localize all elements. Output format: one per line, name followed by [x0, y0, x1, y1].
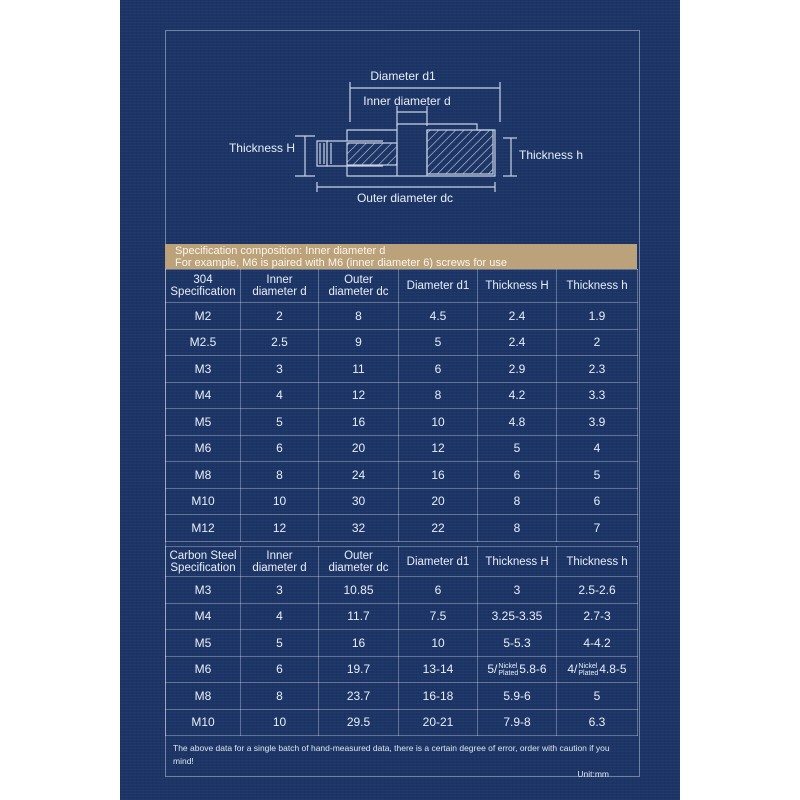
table-cell: 20-21 — [399, 709, 478, 736]
table-row — [166, 630, 638, 657]
table-cell: 20 — [399, 488, 478, 515]
table-cell: M8 — [166, 683, 241, 710]
cell-prefix: 4/ — [567, 661, 578, 676]
cell-prefix: 5/ — [487, 661, 498, 676]
label-inner-diameter: Inner diameter d — [363, 94, 451, 108]
table-cell: 16-18 — [399, 683, 478, 710]
label-outer-diameter: Outer diameter dc — [356, 191, 454, 205]
table-cell: 22 — [399, 515, 478, 542]
table-cell: M6 — [166, 435, 241, 462]
table-carbon-header — [166, 547, 638, 577]
table-cell: M6 — [166, 656, 241, 683]
nut-cross-section — [165, 30, 638, 245]
table-row — [166, 515, 638, 542]
table-cell: 5.9-6 — [478, 683, 557, 710]
table-cell: 4 — [557, 435, 638, 462]
table-cell: 2.3 — [557, 356, 638, 383]
table-304-header-text: diameter d — [252, 286, 307, 298]
table-304-header-text: Specification — [170, 286, 236, 298]
table-carbon-header-cell — [399, 547, 478, 577]
banner-line-1: Specification composition: Inner diameter d — [175, 245, 386, 257]
table-304-header-text: Inner — [266, 274, 293, 286]
table-cell: 5-5.3 — [478, 630, 557, 657]
table-304-header-cell — [241, 270, 319, 303]
label-thickness-H: Thickness H — [228, 141, 295, 155]
table-row — [166, 462, 638, 489]
table-cell: 24 — [319, 462, 399, 489]
table-cell: 2.4 — [478, 303, 557, 330]
table-row — [166, 409, 638, 436]
table-cell: 32 — [319, 515, 399, 542]
table-row — [166, 603, 638, 630]
table-cell: 2.5 — [241, 329, 319, 356]
table-cell: M2 — [166, 303, 241, 330]
banner-line-2: For example, M6 is paired with M6 (inner diameter 6) screws for use — [175, 257, 507, 269]
table-cell: 9 — [319, 329, 399, 356]
table-cell — [557, 656, 638, 683]
table-row — [166, 356, 638, 383]
table-cell: 13-14 — [399, 656, 478, 683]
table-cell: 10.85 — [319, 577, 399, 604]
table-cell: 5 — [557, 683, 638, 710]
note-sup: Nickel — [498, 662, 518, 670]
table-cell: 4-4.2 — [557, 630, 638, 657]
nut-diagram — [165, 30, 638, 245]
table-cell: 10 — [241, 709, 319, 736]
table-cell: 10 — [399, 409, 478, 436]
table-cell: 4 — [241, 603, 319, 630]
table-cell: 12 — [399, 435, 478, 462]
table-304-body — [166, 303, 638, 542]
table-cell: 6 — [478, 462, 557, 489]
table-cell: 7.5 — [399, 603, 478, 630]
table-cell: 4.2 — [478, 382, 557, 409]
table-cell: 3 — [241, 356, 319, 383]
table-304-header-cell — [319, 270, 399, 303]
table-304-header-row — [166, 270, 638, 303]
table-cell: M12 — [166, 515, 241, 542]
table-304-header-cell — [399, 270, 478, 303]
table-row — [166, 488, 638, 515]
note-sub: Plated — [498, 669, 519, 677]
table-cell: 3.3 — [557, 382, 638, 409]
table-304-header — [166, 270, 638, 303]
table-cell: 6 — [399, 577, 478, 604]
table-cell: 16 — [319, 409, 399, 436]
table-carbon-header-cell — [166, 547, 241, 577]
table-cell: 3 — [478, 577, 557, 604]
table-carbon-steel — [165, 546, 638, 736]
label-thickness-h: Thickness h — [519, 148, 584, 162]
table-cell: 11 — [319, 356, 399, 383]
table-carbon-header-text: Outer — [344, 549, 373, 562]
table-carbon-header-row — [166, 547, 638, 577]
note-text: The above data for a single batch of hand-measured data, there is a certain degree of error, order with caution if you mind! — [173, 743, 610, 766]
table-cell: 16 — [319, 630, 399, 657]
table-carbon-header-text: Thickness H — [485, 555, 549, 568]
table-cell: 2.7-3 — [557, 603, 638, 630]
table-cell: 20 — [319, 435, 399, 462]
table-cell: M10 — [166, 709, 241, 736]
table-cell: 3.9 — [557, 409, 638, 436]
table-cell: 12 — [241, 515, 319, 542]
table-cell: M4 — [166, 382, 241, 409]
table-cell: 8 — [478, 515, 557, 542]
nut-shank-left — [317, 141, 327, 166]
table-cell: 6 — [241, 435, 319, 462]
table-cell: 5 — [557, 462, 638, 489]
table-cell: 5 — [399, 329, 478, 356]
table-carbon-header-text: diameter dc — [328, 561, 389, 574]
table-cell: M10 — [166, 488, 241, 515]
table-row — [166, 709, 638, 736]
table-cell: 23.7 — [319, 683, 399, 710]
table-cell: 6 — [557, 488, 638, 515]
table-304-header-text: Outer — [344, 274, 373, 286]
table-cell: 6.3 — [557, 709, 638, 736]
nickel-plated-note — [578, 663, 598, 677]
cell-suffix: 4.8-5 — [599, 661, 627, 676]
table-cell: 30 — [319, 488, 399, 515]
table-row — [166, 435, 638, 462]
table-cell: 29.5 — [319, 709, 399, 736]
table-carbon-header-text: diameter d — [252, 561, 307, 574]
table-cell: 2.5-2.6 — [557, 577, 638, 604]
table-carbon-header-text: Carbon Steel — [169, 549, 237, 562]
table-cell: 8 — [478, 488, 557, 515]
table-cell: M3 — [166, 356, 241, 383]
label-diameter-d1: Diameter d1 — [370, 69, 436, 83]
nickel-plated-note — [498, 663, 518, 677]
spec-sheet — [120, 0, 680, 800]
table-carbon-header-text: Inner — [266, 549, 293, 562]
table-304-header-text: 304 — [193, 274, 213, 286]
table-cell: 10 — [399, 630, 478, 657]
table-cell: 4.5 — [399, 303, 478, 330]
table-cell: 10 — [241, 488, 319, 515]
table-carbon-header-cell — [478, 547, 557, 577]
table-cell: 7.9-8 — [478, 709, 557, 736]
table-304-header-text: diameter dc — [328, 286, 389, 298]
table-row — [166, 382, 638, 409]
table-304-header-cell — [166, 270, 241, 303]
table-304-header-text: Thickness h — [566, 280, 628, 292]
table-cell — [478, 656, 557, 683]
table-cell: 3 — [241, 577, 319, 604]
table-cell: 2.9 — [478, 356, 557, 383]
table-cell: 12 — [319, 382, 399, 409]
table-carbon-header-cell — [241, 547, 319, 577]
table-carbon-header-text: Thickness h — [566, 555, 628, 568]
table-cell: 5 — [241, 409, 319, 436]
table-cell: M4 — [166, 603, 241, 630]
table-cell: 2 — [241, 303, 319, 330]
table-cell: M8 — [166, 462, 241, 489]
unit-label: Unit:mm — [577, 769, 609, 779]
note-sup: Nickel — [578, 662, 598, 670]
table-cell: 4.8 — [478, 409, 557, 436]
hatch-right — [427, 130, 493, 174]
spec-banner — [165, 244, 637, 269]
table-cell: 6 — [399, 356, 478, 383]
table-row — [166, 683, 638, 710]
table-304 — [165, 269, 638, 542]
table-cell: 19.7 — [319, 656, 399, 683]
table-cell: 8 — [399, 382, 478, 409]
table-cell: M2.5 — [166, 329, 241, 356]
table-cell: 8 — [241, 462, 319, 489]
table-cell: 8 — [241, 683, 319, 710]
table-cell: 7 — [557, 515, 638, 542]
table-304-header-cell — [478, 270, 557, 303]
table-cell: 5 — [241, 630, 319, 657]
table-cell: 6 — [241, 656, 319, 683]
table-304-header-cell — [557, 270, 638, 303]
table-cell: 2.4 — [478, 329, 557, 356]
table-row — [166, 577, 638, 604]
cell-suffix: 5.8-6 — [519, 661, 547, 676]
table-carbon-body — [166, 577, 638, 736]
table-cell: 3.25-3.35 — [478, 603, 557, 630]
table-cell: 16 — [399, 462, 478, 489]
table-cell: M5 — [166, 409, 241, 436]
table-cell: 4 — [241, 382, 319, 409]
table-304-header-text: Diameter d1 — [406, 280, 470, 292]
table-row — [166, 656, 638, 683]
table-cell: M3 — [166, 577, 241, 604]
note-sub: Plated — [578, 669, 599, 677]
disclaimer-note — [165, 742, 637, 781]
table-cell: M5 — [166, 630, 241, 657]
table-cell: 2 — [557, 329, 638, 356]
table-cell: 1.9 — [557, 303, 638, 330]
table-cell: 11.7 — [319, 603, 399, 630]
table-carbon-header-cell — [557, 547, 638, 577]
table-cell: 5 — [478, 435, 557, 462]
table-row — [166, 329, 638, 356]
table-carbon-header-text: Specification — [170, 561, 236, 574]
table-cell: 8 — [319, 303, 399, 330]
table-carbon-header-text: Diameter d1 — [406, 555, 470, 568]
table-carbon-header-cell — [319, 547, 399, 577]
table-304-header-text: Thickness H — [485, 280, 549, 292]
hatch-left — [347, 143, 397, 165]
table-row — [166, 303, 638, 330]
